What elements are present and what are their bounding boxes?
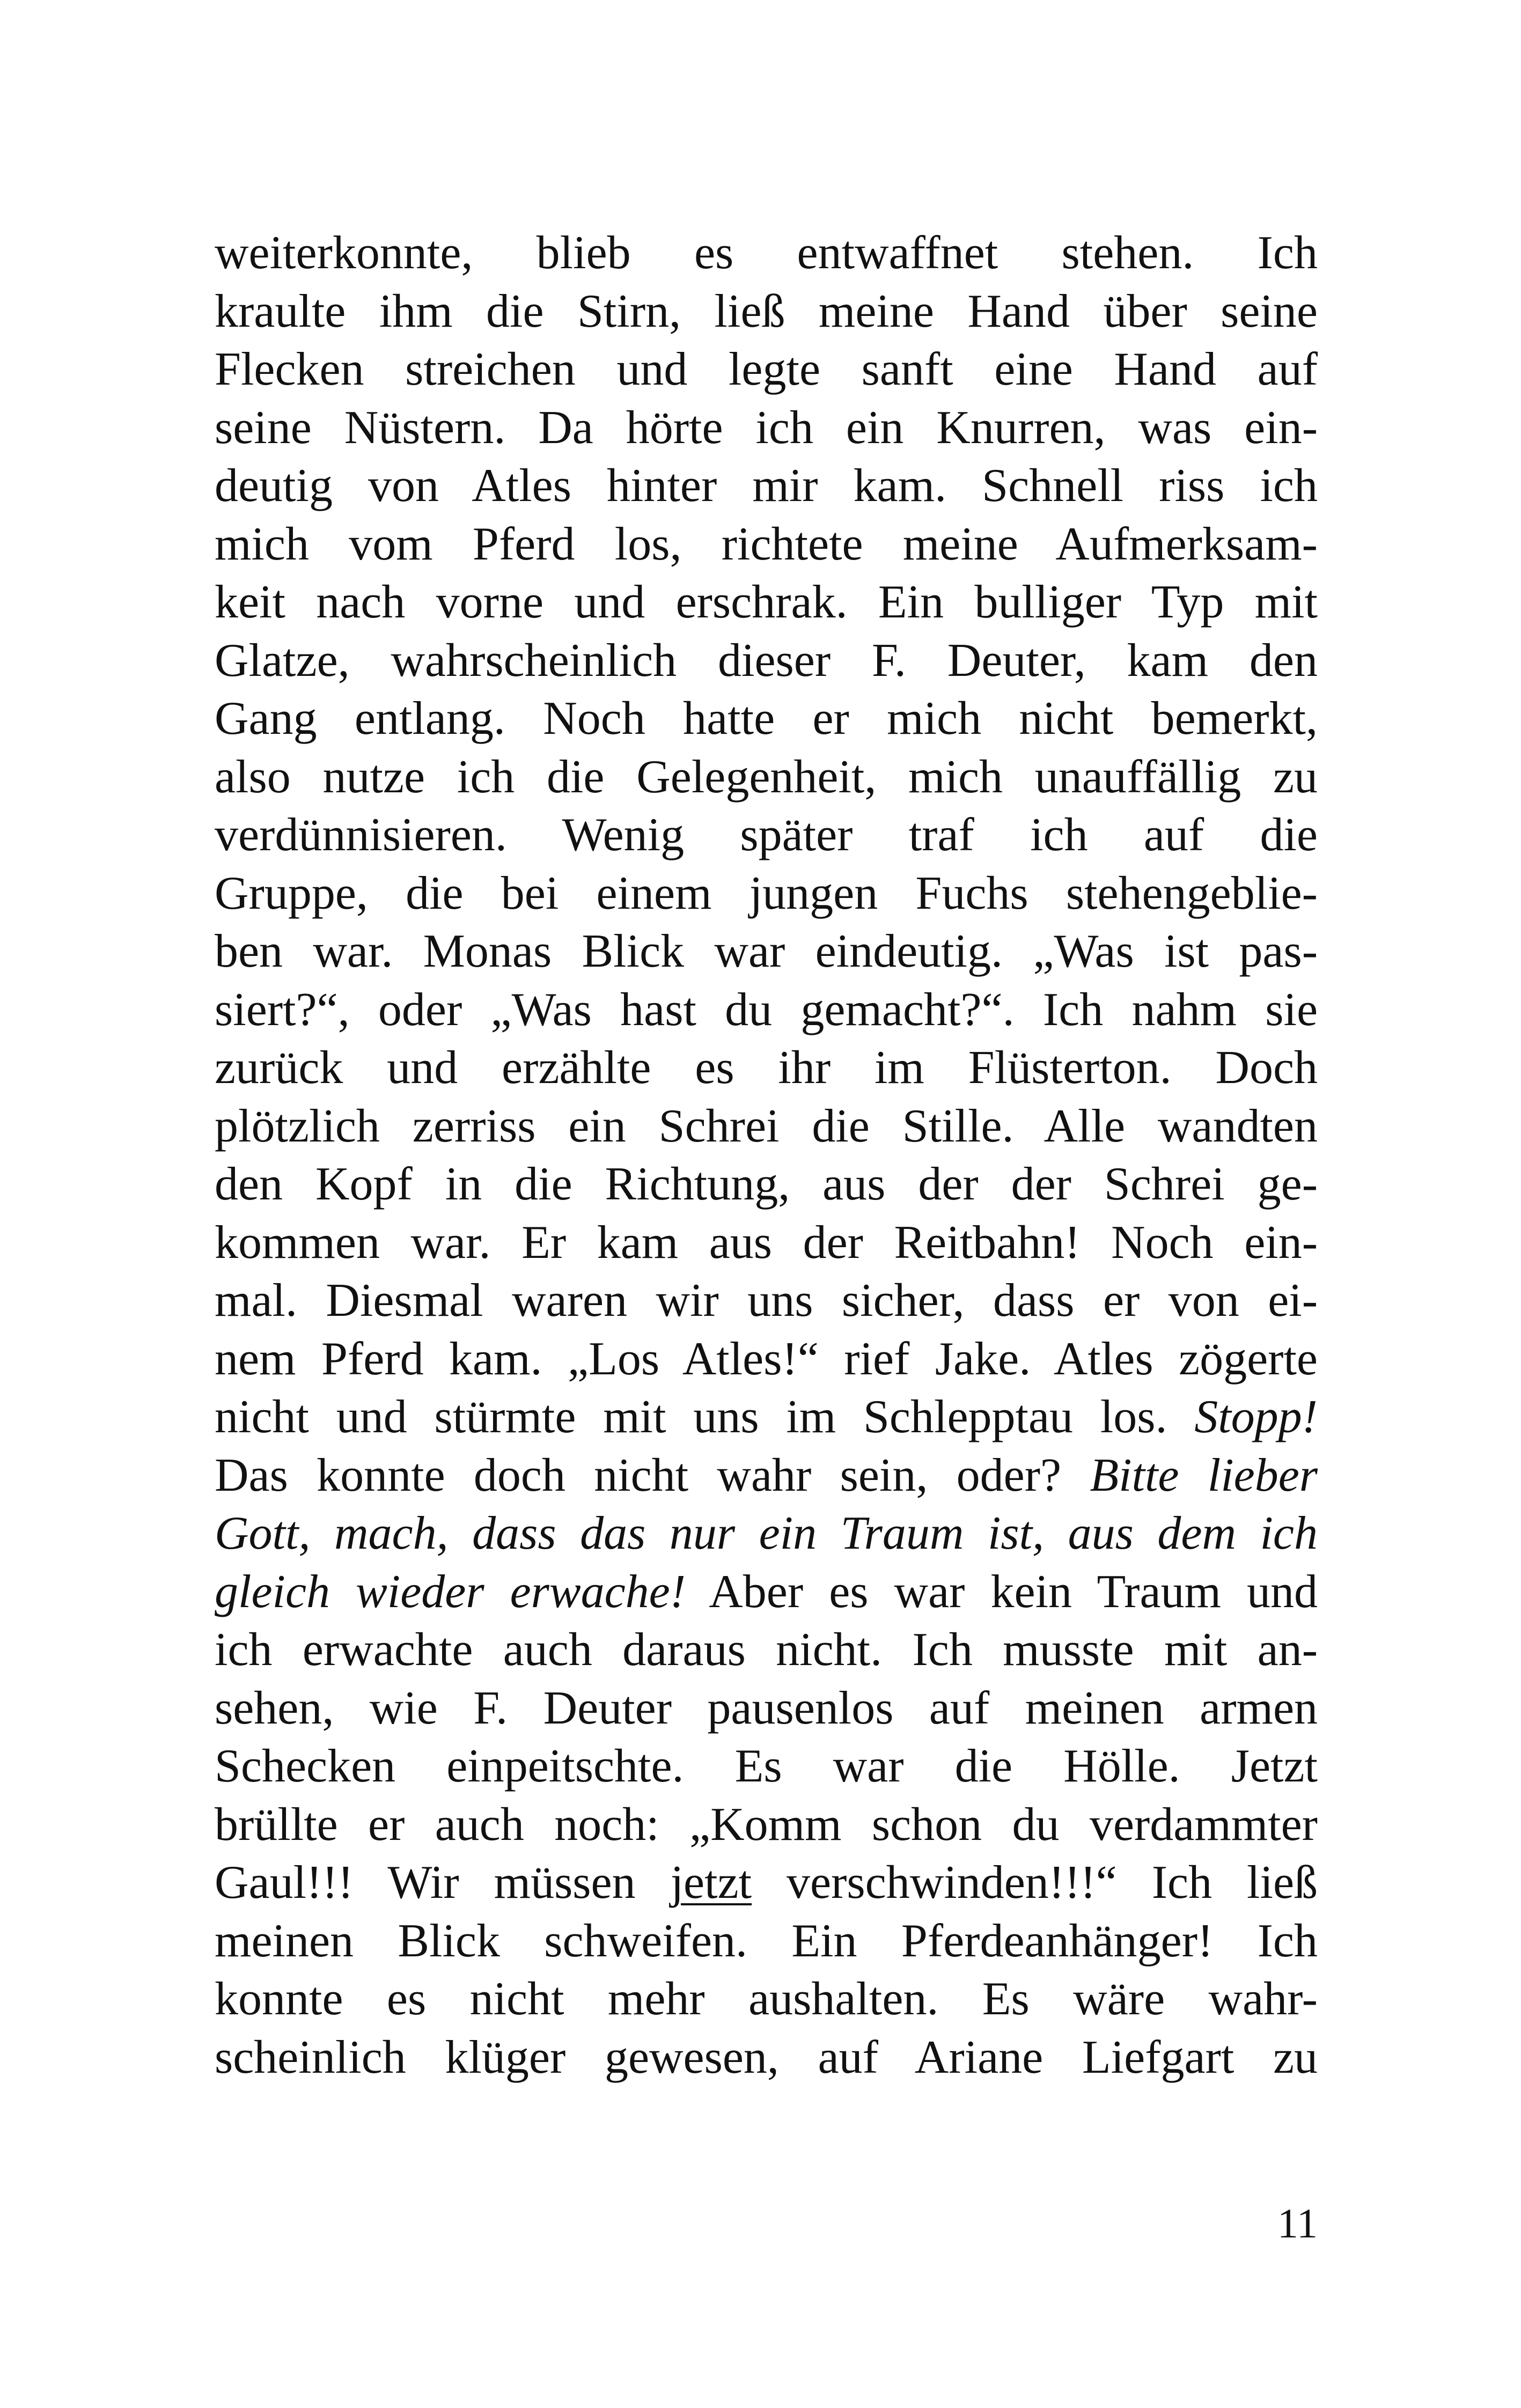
text-line [215,516,1318,574]
text-line [215,1272,1318,1330]
text-line [215,283,1318,341]
text-segment: scheinlich klüger gewesen, auf Ariane Liefgart zu [215,2031,1318,2083]
text-line [215,224,1318,283]
text-line [215,457,1318,516]
text-line [215,573,1318,632]
text-line [215,1563,1318,1622]
text-line [215,1796,1318,1854]
text-segment: brüllte er auch noch: „Komm schon du verdammter [215,1798,1318,1851]
text-segment: sehen, wie F. Deuter pausenlos auf meinen armen [215,1682,1318,1734]
text-segment: mal. Diesmal waren wir uns sicher, dass er von ei- [215,1275,1318,1327]
text-line [215,1912,1318,1971]
text-segment: den Kopf in die Richtung, aus der der Schrei ge- [215,1158,1318,1210]
page-number: 11 [1277,2200,1318,2247]
text-segment: also nutze ich die Gelegenheit, mich unauffällig zu [215,750,1318,803]
text-segment: Gaul!!! Wir müssen [215,1857,671,1909]
text-segment: konnte es nicht mehr aushalten. Es wäre wahr- [215,1973,1318,2025]
text-line [215,748,1318,807]
text-line [215,981,1318,1040]
italic-text: Bitte lieber [1090,1449,1318,1501]
text-line [215,923,1318,981]
text-line [215,632,1318,690]
text-line [215,399,1318,458]
text-segment: zurück und erzählte es ihr im Flüsterton. Doch [215,1042,1318,1094]
text-segment: siert?“, oder „Was hast du gemacht?“. Ich nahm sie [215,983,1318,1036]
text-line [215,690,1318,748]
text-segment: ich erwachte auch daraus nicht. Ich musste mit an- [215,1624,1318,1676]
text-segment: nem Pferd kam. „Los Atles!“ rief Jake. Atles zögerte [215,1332,1318,1385]
text-line [215,1155,1318,1214]
text-line [215,1330,1318,1389]
text-segment: keit nach vorne und erschrak. Ein bulliger Typ mit [215,576,1318,628]
text-segment: Glatze, wahrscheinlich dieser F. Deuter, kam den [215,634,1318,687]
underlined-text: jetzt [670,1857,752,1909]
text-segment: plötzlich zerriss ein Schrei die Stille. Alle wandten [215,1100,1318,1152]
text-segment: Das konnte doch nicht wahr sein, oder? [215,1449,1090,1501]
text-segment: verdünnisieren. Wenig später traf ich auf die [215,809,1318,861]
italic-text: Stopp! [1194,1391,1318,1443]
text-segment: deutig von Atles hinter mir kam. Schnell riss ich [215,460,1318,512]
text-line [215,806,1318,865]
body-text [215,224,1318,2087]
text-segment: verschwinden!!!“ Ich ließ [752,1857,1318,1909]
text-line [215,1447,1318,1505]
text-segment: meinen Blick schweifen. Ein Pferdeanhänger! Ich [215,1914,1318,1967]
text-segment: seine Nüstern. Da hörte ich ein Knurren, was ein- [215,401,1318,454]
text-segment: ben war. Monas Blick war eindeutig. „Was ist pas- [215,925,1318,977]
text-segment: mich vom Pferd los, richtete meine Aufmerksam- [215,518,1318,570]
text-segment: Schecken einpeitschte. Es war die Hölle. Jetzt [215,1740,1318,1792]
text-line [215,1505,1318,1563]
text-line [215,1098,1318,1156]
text-line [215,1214,1318,1272]
text-line [215,1854,1318,1912]
text-line [215,2029,1318,2087]
text-line [215,1970,1318,2029]
text-line [215,1737,1318,1796]
text-segment: kommen war. Er kam aus der Reitbahn! Noch ein- [215,1216,1318,1269]
text-segment: weiterkonnte, blieb es entwaffnet stehen. Ich [215,227,1318,279]
text-segment: Gang entlang. Noch hatte er mich nicht bemerkt, [215,693,1318,745]
italic-text: gleich wieder erwache! [215,1565,686,1618]
text-segment: Gruppe, die bei einem jungen Fuchs stehengeblie- [215,867,1318,919]
italic-text: Gott, mach, dass das nur ein Traum ist, aus dem ich [215,1507,1318,1559]
text-line [215,1621,1318,1680]
text-segment: kraulte ihm die Stirn, ließ meine Hand über seine [215,285,1318,337]
text-line [215,1680,1318,1738]
text-line [215,341,1318,399]
text-line [215,1039,1318,1098]
text-segment: Aber es war kein Traum und [686,1565,1318,1618]
text-segment: Flecken streichen und legte sanft eine Hand auf [215,343,1318,395]
text-line [215,865,1318,923]
text-line [215,1388,1318,1447]
text-segment: nicht und stürmte mit uns im Schlepptau los. [215,1391,1195,1443]
